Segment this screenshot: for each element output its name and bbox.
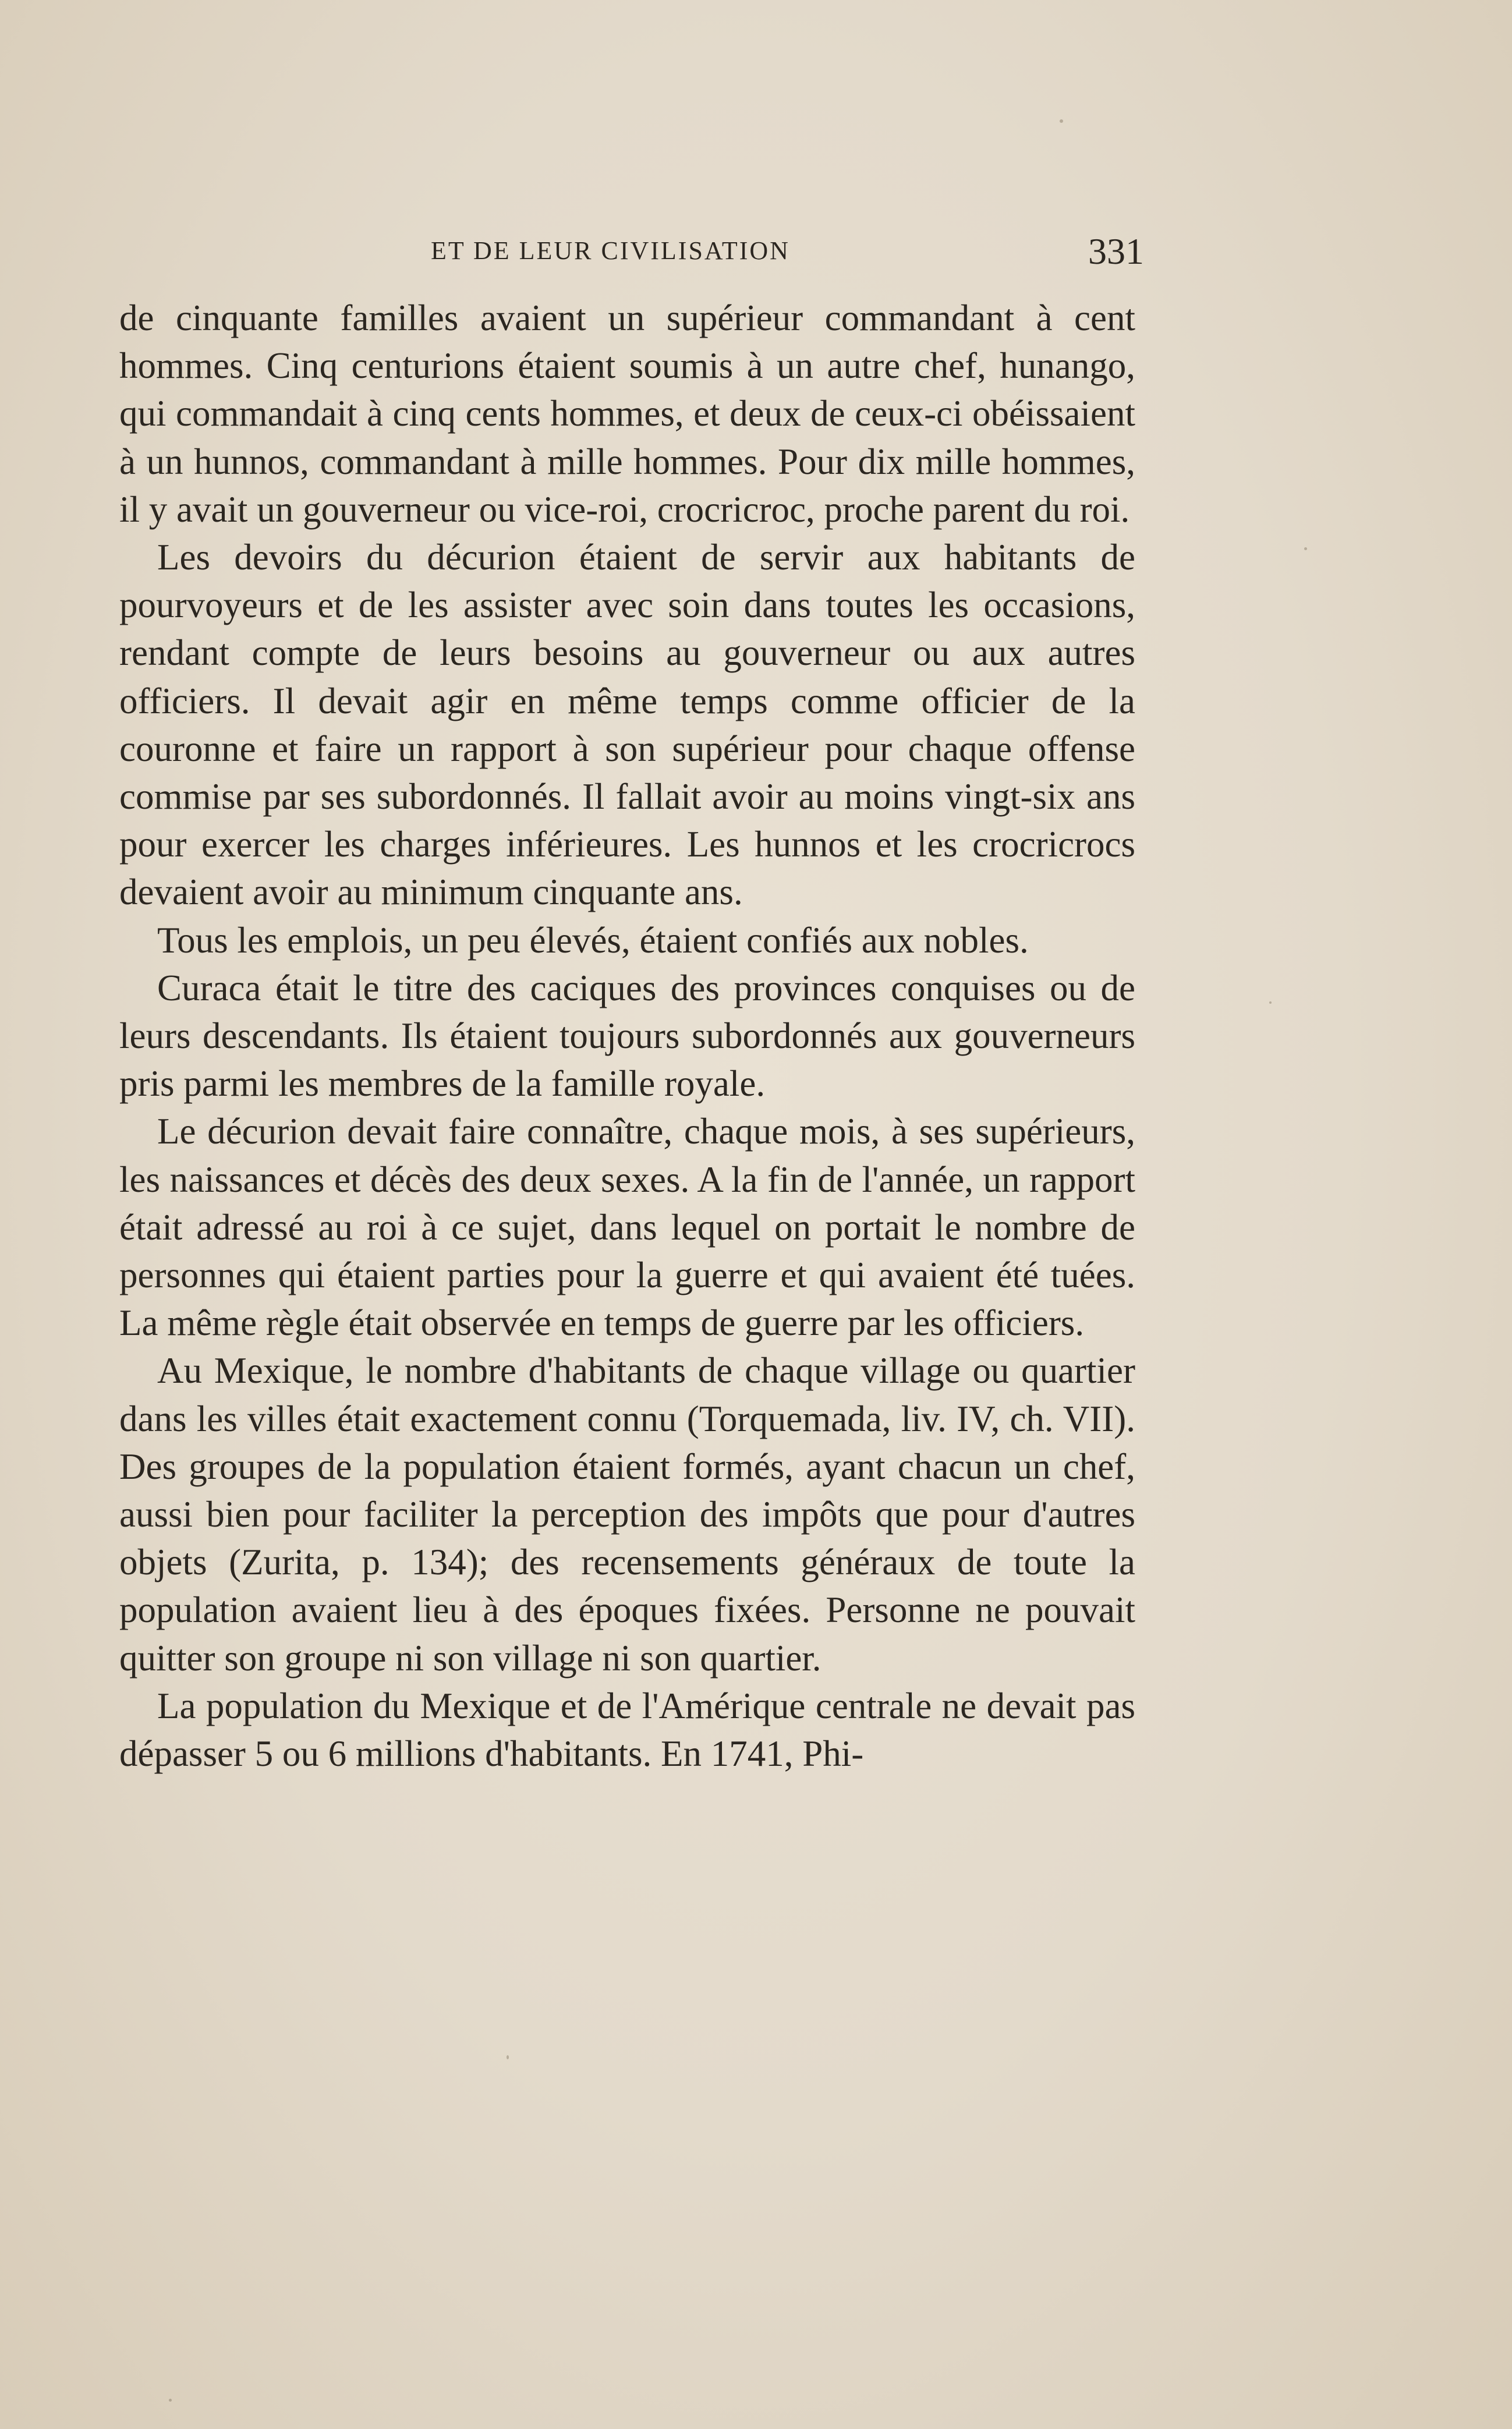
paragraph-births-deaths: Le décurion devait faire connaître, chaque mois, à ses supérieurs, les naissances et décès des deux sexes. A la fin de l'année, un rapport était adressé au roi à ce sujet, dans lequel on portait le nombre de personnes qui étaient parties pour la guerre et qui avaient été tuées. La même règle était observée en temps de guerre par les officiers.	[119, 1111, 1135, 1344]
running-title: ET DE LEUR CIVILISATION	[431, 236, 790, 265]
paper-fleck	[1304, 547, 1307, 550]
paper-fleck	[169, 2399, 172, 2402]
paragraph-population: La population du Mexique et de l'Amérique centrale ne devait pas dépasser 5 ou 6 millions d'habitants. En 1741, Phi-	[119, 1685, 1135, 1775]
paragraph-mexico-census: Au Mexique, le nombre d'habitants de chaque village ou quartier dans les villes était exactement connu (Torquemada, liv. IV, ch. VII). Des groupes de la population étaient formés, ayant chacun un chef, aussi bien pour faciliter la perception des impôts que pour d'autres objets (Zurita, p. 134); des recensements généraux de toute la population avaient lieu à des époques fixées. Personne ne pouvait quitter son groupe ni son village ni son quartier.	[119, 1350, 1135, 1679]
running-head	[119, 230, 1144, 277]
page-number: 331	[1088, 231, 1144, 272]
paper-fleck	[507, 2055, 509, 2059]
paragraph-nobles: Tous les emplois, un peu élevés, étaient confiés aux nobles.	[157, 919, 1029, 961]
paper-fleck	[1060, 119, 1063, 123]
paragraph-decurion-duties: Les devoirs du décurion étaient de servir aux habitants de pourvoyeurs et de les assister avec soin dans toutes les occasions, rendant compte de leurs besoins au gouverneur ou aux autres officiers. Il devait agir en même temps comme officier de la couronne et faire un rapport à son supérieur pour chaque offense commise par ses subordonnés. Il fallait avoir au moins vingt-six ans pour exercer les charges inférieures. Les hunnos et les crocricrocs devaient avoir au minimum cinquante ans.	[119, 537, 1135, 913]
body-text	[119, 294, 1135, 1778]
paragraph-curaca: Curaca était le titre des caciques des provinces conquises ou de leurs descendants. Ils étaient toujours subordonnés aux gouverneurs pris parmi les membres de la famille royale.	[119, 967, 1135, 1104]
paragraph-continuation: de cinquante familles avaient un supérieur commandant à cent hommes. Cinq centurions étaient soumis à un autre chef, hunango, qui commandait à cinq cents hommes, et deux de ceux-ci obéissaient à un hunnos, commandant à mille hommes. Pour dix mille hommes, il y avait un gouverneur ou vice-roi, crocricroc, proche parent du roi.	[119, 298, 1135, 530]
paper-fleck	[1269, 1001, 1272, 1004]
